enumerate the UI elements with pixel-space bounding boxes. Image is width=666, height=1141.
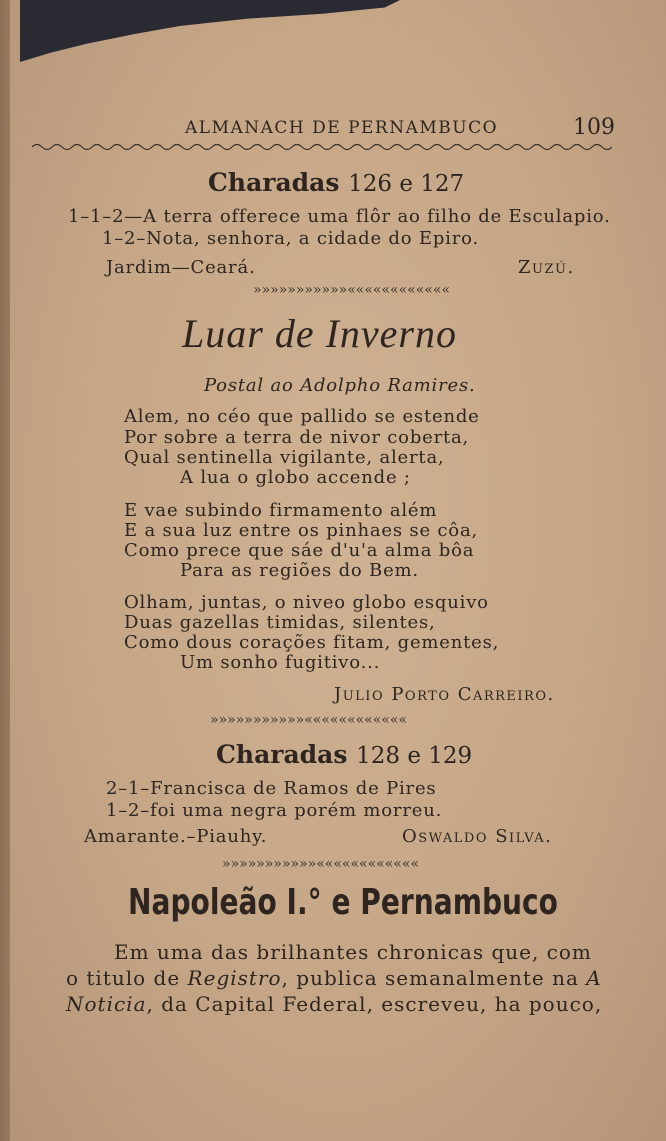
charada-line: 1–2–foi uma negra porém morreu.: [106, 800, 443, 821]
article-italic: Noticia: [66, 992, 147, 1016]
wavy-rule-divider: [32, 142, 612, 152]
poem-title: Luar de Inverno: [182, 311, 457, 356]
article-line: [66, 992, 602, 1016]
poem-line: Olham, juntas, o niveo globo esquivo: [124, 592, 489, 613]
document-page: [10, 0, 666, 1141]
poem-line: E vae subindo firmamento além: [124, 500, 438, 521]
torn-corner: [20, 0, 400, 62]
article-line: Em uma das brilhantes chronicas que, com: [114, 940, 592, 964]
charada-line: 2–1–Francisca de Ramos de Pires: [106, 778, 437, 799]
article-line: [66, 966, 602, 990]
article-title: Napoleão I.° e Pernambuco: [128, 882, 558, 923]
charada-place: Jardim—Ceará.: [106, 257, 256, 278]
article-text: o titulo de: [66, 966, 188, 990]
charadas-title: Charadas: [216, 740, 348, 769]
charadas-heading-2: [216, 740, 472, 769]
page-number: 109: [573, 115, 615, 140]
poem-line: Alem, no céo que pallido se estende: [124, 406, 480, 427]
charadas-numbers: 126 e 127: [348, 171, 465, 197]
poem-line: Qual sentinella vigilante, alerta,: [124, 447, 445, 468]
charada-author: Zuzú.: [518, 257, 575, 278]
charadas-heading-1: [208, 168, 464, 197]
article-italic: A: [586, 966, 602, 990]
poem-author: Julio Porto Carreiro.: [334, 684, 555, 705]
article-text: , publica semanalmente na: [281, 966, 587, 990]
charada-place: Amarante.–Piauhy.: [84, 826, 268, 847]
charada-line: 1–2–Nota, senhora, a cidade do Epiro.: [102, 228, 479, 249]
ornament-divider: »»»»»»»»»»»««««««««««««: [253, 282, 451, 298]
charadas-numbers: 128 e 129: [356, 743, 473, 769]
poem-line: Para as regiões do Bem.: [180, 560, 419, 581]
charadas-title: Charadas: [208, 168, 340, 197]
article-text: , da Capital Federal, escreveu, ha pouco,: [146, 992, 603, 1016]
poem-line: Por sobre a terra de nivor coberta,: [124, 427, 470, 448]
running-title: ALMANACH DE PERNAMBUCO: [185, 118, 499, 138]
charada-author: Oswaldo Silva.: [402, 826, 553, 847]
poem-line: Como dous corações fitam, gementes,: [124, 632, 500, 653]
article-italic: Registro: [187, 966, 282, 990]
ornament-divider: »»»»»»»»»»»««««««««««««: [210, 712, 408, 728]
poem-line: Duas gazellas timidas, silentes,: [124, 612, 436, 633]
poem-line: A lua o globo accende ;: [180, 467, 411, 488]
poem-line: Como prece que sáe d'u'a alma bôa: [124, 540, 475, 561]
charada-line: 1–1–2—A terra offerece uma flôr ao filho de Esculapio.: [68, 206, 611, 227]
poem-line: E a sua luz entre os pinhaes se côa,: [124, 520, 478, 541]
ornament-divider: »»»»»»»»»»»««««««««««««: [222, 856, 420, 872]
poem-dedication: Postal ao Adolpho Ramires.: [204, 375, 476, 396]
poem-line: Um sonho fugitivo...: [180, 652, 381, 673]
